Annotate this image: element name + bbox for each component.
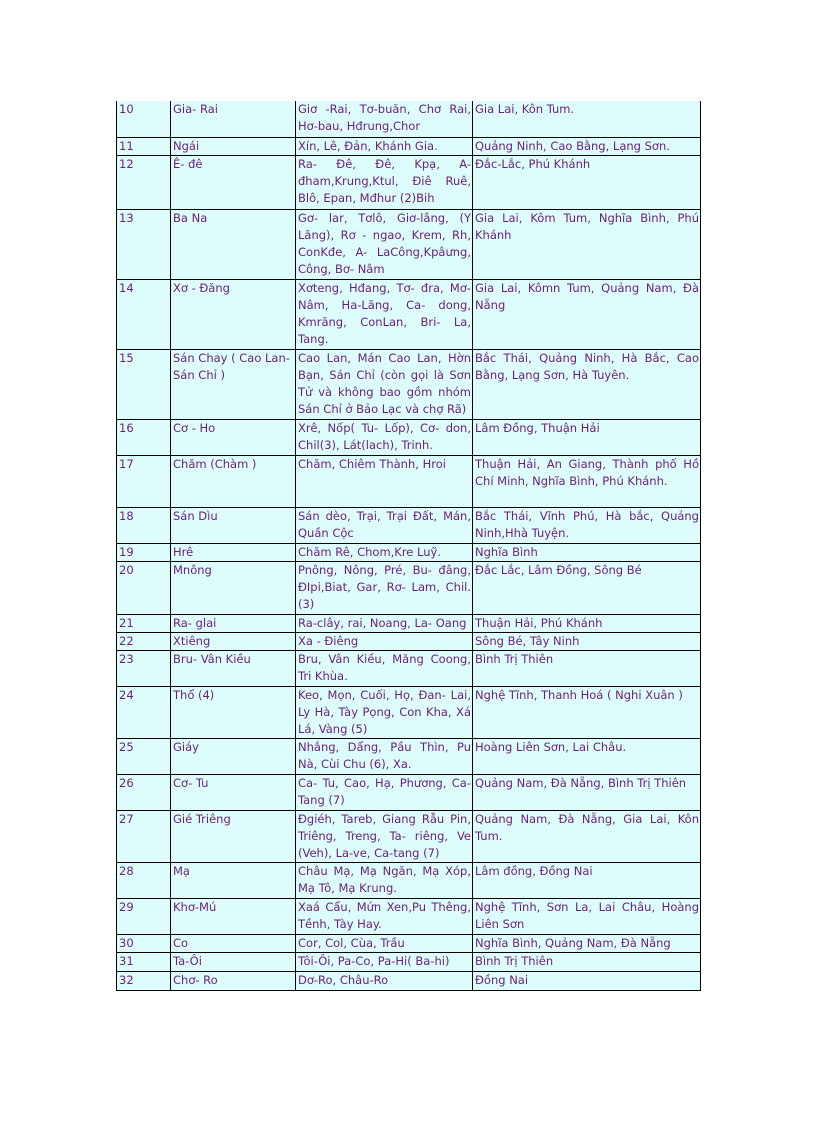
other-names: Đgiéh, Tareb, Giang Rẫu Pin, Triêng, Treng, Ta- riêng, Ve (Veh), La-ve, Ca-tang (7) bbox=[296, 810, 473, 862]
row-number: 12 bbox=[117, 155, 171, 209]
other-names: Keo, Mọn, Cuối, Họ, Đan- Lai, Ly Hà, Tày Pọng, Con Kha, Xá Lá, Vàng (5) bbox=[296, 686, 473, 738]
ethnic-group-name: Khơ-Mú bbox=[171, 898, 296, 934]
row-number: 25 bbox=[117, 738, 171, 774]
ethnic-group-name: Mạ bbox=[171, 862, 296, 898]
ethnic-group-name: Ta-Ôi bbox=[171, 952, 296, 971]
row-number: 22 bbox=[117, 632, 171, 650]
row-number: 21 bbox=[117, 614, 171, 632]
table-row bbox=[117, 934, 701, 952]
row-number: 20 bbox=[117, 561, 171, 614]
table-row bbox=[117, 279, 701, 349]
row-number: 31 bbox=[117, 952, 171, 971]
row-number: 32 bbox=[117, 971, 171, 990]
other-names: Ra- Đê, Đê, Kpạ, A-đham,Krung,Ktul, Điê Ruê, Blô, Epan, Mđhur (2)Bih bbox=[296, 155, 473, 209]
other-names: Nhắng, Dẩng, Pầu Thìn, Pu Nà, Cùi Chu (6), Xa. bbox=[296, 738, 473, 774]
table-row bbox=[117, 543, 701, 561]
region: Quảng Nam, Đà Nẵng, Bình Trị Thiên bbox=[473, 774, 701, 810]
row-number: 14 bbox=[117, 279, 171, 349]
row-number: 16 bbox=[117, 419, 171, 455]
ethnic-group-name: Giáy bbox=[171, 738, 296, 774]
other-names: Chăm, Chiêm Thành, Hroi bbox=[296, 455, 473, 507]
other-names: Châu Mạ, Mạ Ngăn, Mạ Xóp, Mạ Tô, Mạ Krung. bbox=[296, 862, 473, 898]
table-row bbox=[117, 155, 701, 209]
table-row bbox=[117, 349, 701, 419]
region: Quảng Nam, Đà Nẵng, Gia Lai, Kôn Tum. bbox=[473, 810, 701, 862]
ethnic-group-name: Hrê bbox=[171, 543, 296, 561]
other-names: Cor, Col, Cùa, Trầu bbox=[296, 934, 473, 952]
ethnic-group-name: Sán Chay ( Cao Lan- Sán Chỉ ) bbox=[171, 349, 296, 419]
row-number: 17 bbox=[117, 455, 171, 507]
row-number: 26 bbox=[117, 774, 171, 810]
ethnic-groups-table bbox=[116, 101, 701, 991]
ethnic-group-name: Ngái bbox=[171, 137, 296, 155]
region: Bình Trị Thiên bbox=[473, 952, 701, 971]
table-row bbox=[117, 971, 701, 990]
other-names: Ra-clây, rai, Noang, La- Oang bbox=[296, 614, 473, 632]
table-row bbox=[117, 738, 701, 774]
other-names: Xơteng, Hđang, Tơ- đra, Mơ-Nâm, Ha-Lăng, Ca- dong, Kmrăng, ConLan, Bri- La, Tang. bbox=[296, 279, 473, 349]
ethnic-group-name: Cơ - Ho bbox=[171, 419, 296, 455]
other-names: Xa - Điêng bbox=[296, 632, 473, 650]
region: Sông Bé, Tây Ninh bbox=[473, 632, 701, 650]
region: Thuận Hải, Phú Khánh bbox=[473, 614, 701, 632]
table-row bbox=[117, 101, 701, 137]
region: Nghĩa Bình, Quảng Nam, Đà Nẵng bbox=[473, 934, 701, 952]
region: Nghĩa Bình bbox=[473, 543, 701, 561]
row-number: 28 bbox=[117, 862, 171, 898]
ethnic-group-name: Gia- Rai bbox=[171, 101, 296, 137]
region: Lâm đồng, Đồng Nai bbox=[473, 862, 701, 898]
other-names: Tôi-Ôi, Pa-Co, Pa-Hi( Ba-hi) bbox=[296, 952, 473, 971]
ethnic-group-name: Chăm (Chàm ) bbox=[171, 455, 296, 507]
region: Thuận Hải, An Giang, Thành phố Hồ Chí Minh, Nghĩa Bình, Phú Khánh. bbox=[473, 455, 701, 507]
table-row bbox=[117, 898, 701, 934]
region: Quảng Ninh, Cao Bằng, Lạng Sơn. bbox=[473, 137, 701, 155]
ethnic-group-name: Sán Dìu bbox=[171, 507, 296, 543]
ethnic-group-name: Ra- glai bbox=[171, 614, 296, 632]
ethnic-group-name: Xtiêng bbox=[171, 632, 296, 650]
region: Đồng Nai bbox=[473, 971, 701, 990]
table-row bbox=[117, 507, 701, 543]
ethnic-group-name: Chơ- Ro bbox=[171, 971, 296, 990]
ethnic-group-name: Ba Na bbox=[171, 209, 296, 279]
other-names: Bru, Vân Kiều, Măng Coong, Tri Khùa. bbox=[296, 650, 473, 686]
table-row bbox=[117, 774, 701, 810]
region: Bắc Thái, Vĩnh Phú, Hà bắc, Quảng Ninh,Hhà Tuyện. bbox=[473, 507, 701, 543]
other-names: Xrê, Nốp( Tu- Lốp), Cơ- don, Chil(3), Lát(lach), Trinh. bbox=[296, 419, 473, 455]
table-row bbox=[117, 419, 701, 455]
table-row bbox=[117, 810, 701, 862]
other-names: Xaá Cẩu, Mứn Xen,Pu Thêng, Tềnh, Tày Hay. bbox=[296, 898, 473, 934]
region: Gia Lai, Kôm Tum, Nghĩa Bình, Phú Khánh bbox=[473, 209, 701, 279]
ethnic-group-name: Co bbox=[171, 934, 296, 952]
table-row bbox=[117, 650, 701, 686]
region: Đắc-Lắc, Phú Khánh bbox=[473, 155, 701, 209]
row-number: 13 bbox=[117, 209, 171, 279]
table-row bbox=[117, 862, 701, 898]
row-number: 30 bbox=[117, 934, 171, 952]
ethnic-group-name: Ê- đê bbox=[171, 155, 296, 209]
ethnic-group-name: Mnông bbox=[171, 561, 296, 614]
region: Nghệ Tĩnh, Thanh Hoá ( Nghi Xuân ) bbox=[473, 686, 701, 738]
table-row bbox=[117, 209, 701, 279]
row-number: 23 bbox=[117, 650, 171, 686]
other-names: Xín, Lê, Đản, Khánh Gia. bbox=[296, 137, 473, 155]
other-names: Ca- Tu, Cao, Hạ, Phương, Ca- Tang (7) bbox=[296, 774, 473, 810]
region: Lâm Đồng, Thuận Hải bbox=[473, 419, 701, 455]
row-number: 24 bbox=[117, 686, 171, 738]
row-number: 15 bbox=[117, 349, 171, 419]
other-names: Pnông, Nông, Pré, Bu- đâng, ĐIpi,Biat, Gar, Rơ- Lam, Chil.(3) bbox=[296, 561, 473, 614]
table-row bbox=[117, 952, 701, 971]
region: Nghệ Tĩnh, Sơn La, Lai Châu, Hoàng Liên Sơn bbox=[473, 898, 701, 934]
ethnic-group-name: Bru- Vân Kiều bbox=[171, 650, 296, 686]
region: Bắc Thái, Quảng Ninh, Hà Bắc, Cao Bằng, Lạng Sơn, Hà Tuyên. bbox=[473, 349, 701, 419]
table-row bbox=[117, 137, 701, 155]
ethnic-group-name: Gié Triêng bbox=[171, 810, 296, 862]
region: Đắc Lắc, Lâm Đồng, Sông Bé bbox=[473, 561, 701, 614]
ethnic-group-name: Thổ (4) bbox=[171, 686, 296, 738]
other-names: Cao Lan, Mán Cao Lan, Hờn Bạn, Sán Chỉ (còn gọi là Sơn Tử và không bao gồm nhóm Sán Chỉ ở Bảo Lạc và chợ Rã) bbox=[296, 349, 473, 419]
other-names: Sán dèo, Trại, Trại Đất, Mán, Quần Cộc bbox=[296, 507, 473, 543]
other-names: Gơ- lar, Tơlô, Giơ-lâng, (Y Lăng), Rơ - ngao, Krem, Rh, ConKđe, A- LaCông,Kpâưng, Công, Bơ- Nâm bbox=[296, 209, 473, 279]
table-row bbox=[117, 614, 701, 632]
region: Gia Lai, Kômn Tum, Quảng Nam, Đà Nẵng bbox=[473, 279, 701, 349]
ethnic-group-name: Xơ - Đăng bbox=[171, 279, 296, 349]
region: Bình Trị Thiên bbox=[473, 650, 701, 686]
other-names: Dơ-Ro, Châu-Ro bbox=[296, 971, 473, 990]
table-row bbox=[117, 686, 701, 738]
other-names: Giơ -Rai, Tơ-buăn, Chơ Rai, Hơ-bau, Hđrung,Chor bbox=[296, 101, 473, 137]
region: Hoàng Liên Sơn, Lai Châu. bbox=[473, 738, 701, 774]
row-number: 11 bbox=[117, 137, 171, 155]
other-names: Chăm Rê, Chom,Kre Luỹ. bbox=[296, 543, 473, 561]
ethnic-group-name: Cơ- Tu bbox=[171, 774, 296, 810]
row-number: 18 bbox=[117, 507, 171, 543]
table-row bbox=[117, 632, 701, 650]
table-body bbox=[117, 101, 701, 990]
row-number: 19 bbox=[117, 543, 171, 561]
table-row bbox=[117, 455, 701, 507]
table-row bbox=[117, 561, 701, 614]
row-number: 27 bbox=[117, 810, 171, 862]
region: Gia Lai, Kôn Tum. bbox=[473, 101, 701, 137]
row-number: 29 bbox=[117, 898, 171, 934]
row-number: 10 bbox=[117, 101, 171, 137]
